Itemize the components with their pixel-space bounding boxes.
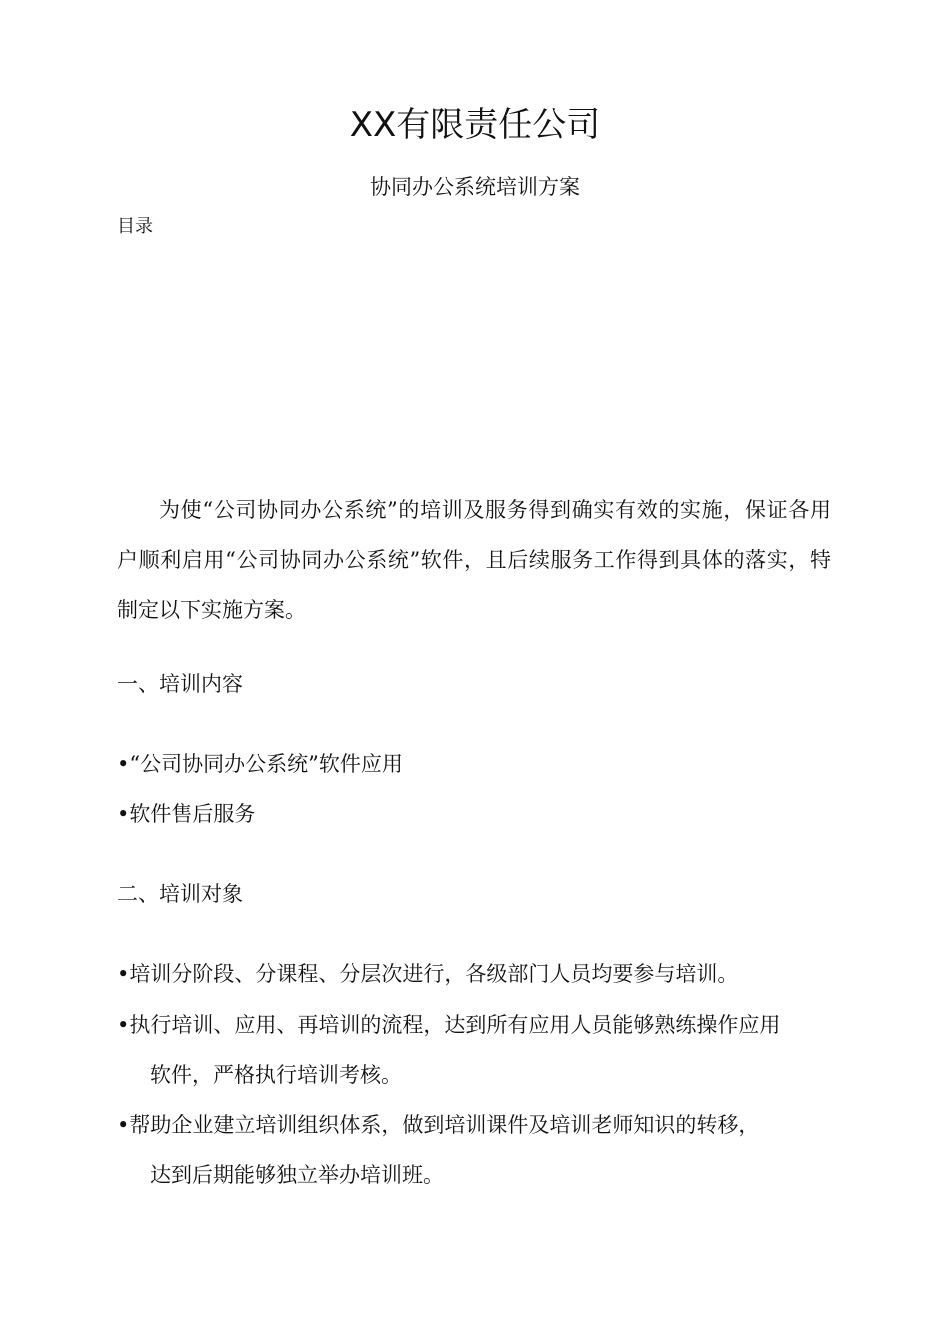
list-item: •“公司协同办公系统”软件应用 (117, 752, 403, 776)
list-item: •帮助企业建立培训组织体系，做到培训课件及培训老师知识的转移， (117, 1113, 760, 1137)
list-item: •培训分阶段、分课程、分层次进行，各级部门人员均要参与培训。 (117, 962, 739, 986)
list-item: •执行培训、应用、再培训的流程，达到所有应用人员能够熟练操作应用 (117, 1013, 781, 1037)
section-heading-audience: 二、培训对象 (117, 882, 243, 906)
list-item: •软件售后服务 (117, 802, 256, 826)
document-subtitle: 协同办公系统培训方案 (370, 175, 580, 199)
list-item-continuation: 达到后期能够独立举办培训班。 (150, 1163, 444, 1187)
section-heading-content: 一、培训内容 (117, 672, 243, 696)
company-title: XX有限责任公司 (349, 105, 601, 145)
toc-label: 目录 (117, 216, 153, 237)
list-item-continuation: 软件，严格执行培训考核。 (150, 1063, 402, 1087)
intro-paragraph: 为使“公司协同办公系统”的培训及服务得到确实有效的实施，保证各用户顺利启用“公司协同办公系统”软件，且后续服务工作得到具体的落实，特制定以下实施方案。 (117, 498, 831, 622)
